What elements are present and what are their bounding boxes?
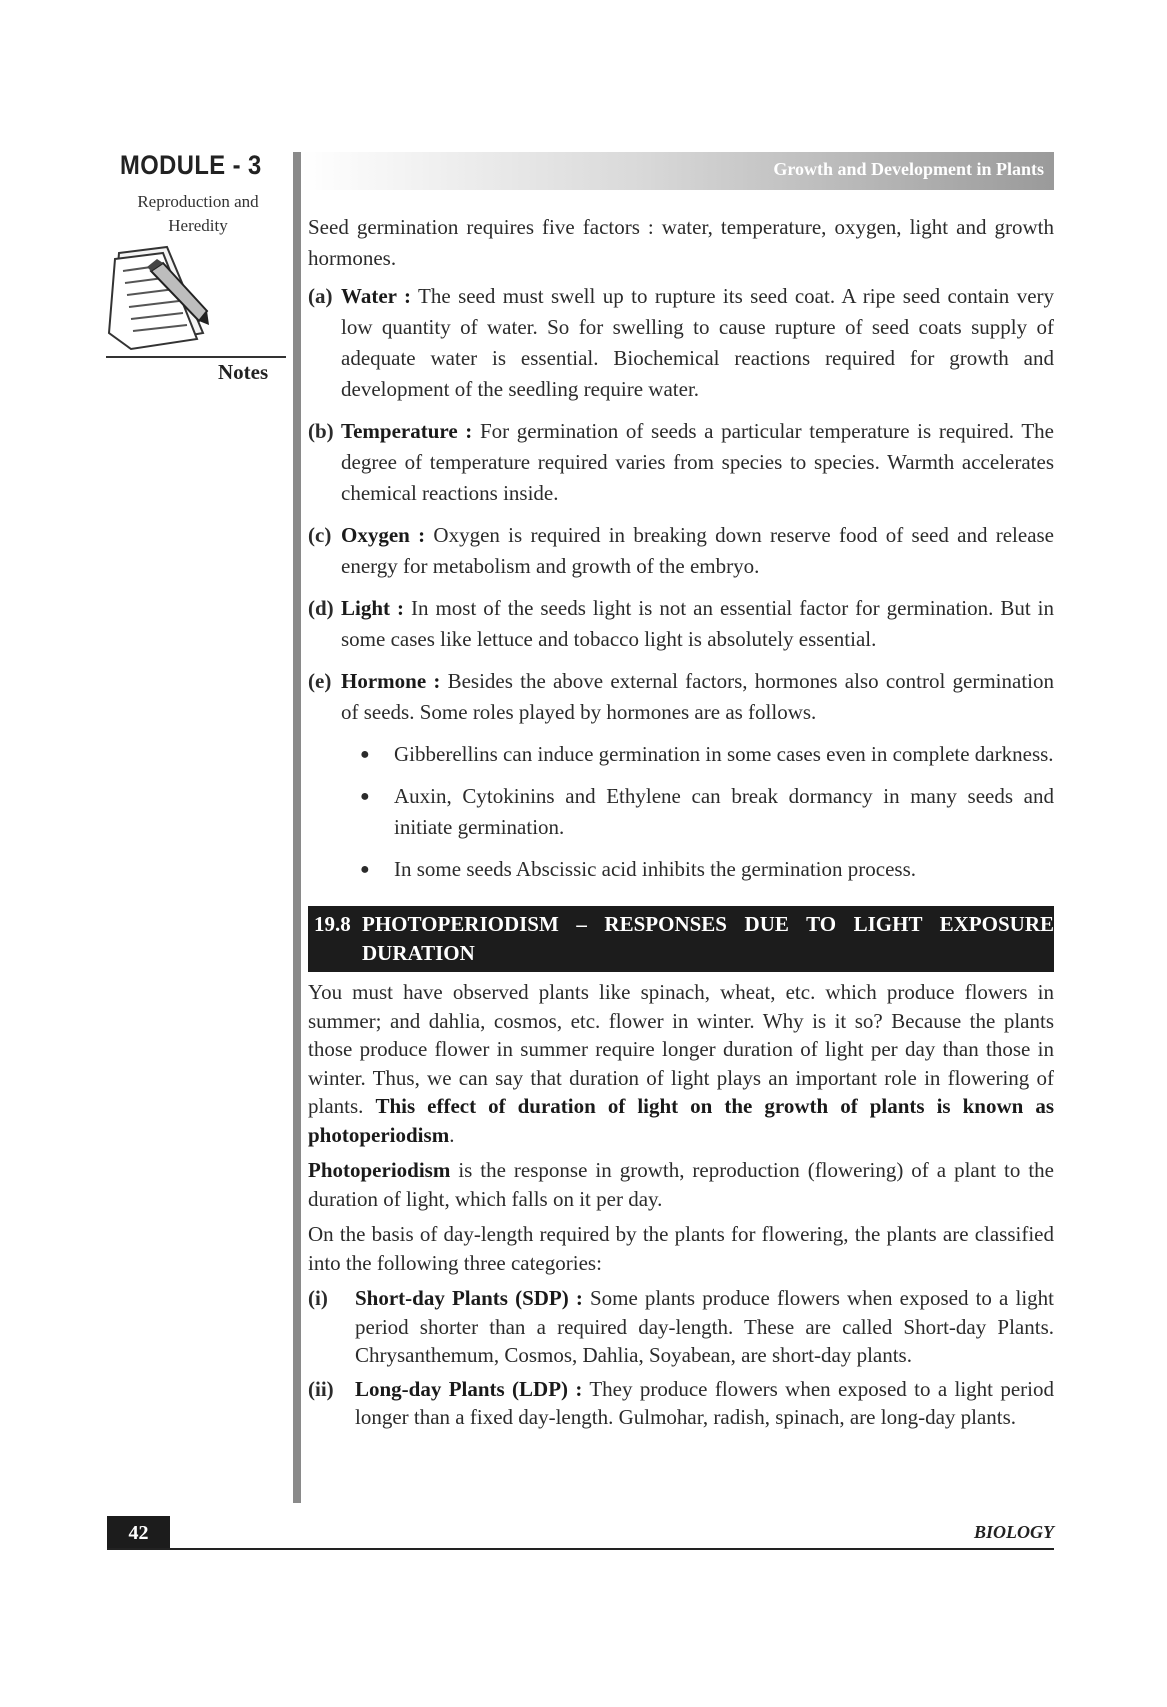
factor-item bbox=[308, 666, 1054, 728]
list-item bbox=[360, 781, 1054, 843]
section-paragraph bbox=[308, 1156, 1054, 1213]
intro-paragraph: Seed germination requires five factors : water, temperature, oxygen, light and growth hormones. bbox=[308, 215, 1054, 270]
notes-label: Notes bbox=[218, 360, 269, 384]
factor-term: Light : bbox=[341, 596, 404, 620]
chapter-title: Growth and Development in Plants bbox=[773, 159, 1044, 179]
bullet-icon: ● bbox=[360, 788, 370, 805]
section-paragraph-text: You must have observed plants like spinach, wheat, etc. which produce flowers in summer; and dahlia, cosmos, etc. flower in winter. Why is it so? Because the plants those produce flower in summer require longer duration of light per day than those in winter. Thus, we can say that duration of light plays an important role in flowering of plants. bbox=[308, 980, 1054, 1118]
bullet-icon: ● bbox=[360, 861, 370, 878]
factor-text: Oxygen is required in breaking down reserve food of seed and release energy for metabolism and growth of the embryo. bbox=[341, 523, 1055, 578]
section-title: PHOTOPERIODISM – RESPONSES DUE TO LIGHT EXPOSURE DURATION bbox=[362, 912, 1054, 965]
category-text: Some plants produce flowers when exposed to a light period shorter than a required day-length. These are called Short-day Plants. Chrysanthemum, Cosmos, Dahlia, Soyabean, are short-day plants. bbox=[355, 1286, 1054, 1367]
footer-divider bbox=[107, 1548, 1054, 1550]
list-item bbox=[360, 739, 1054, 770]
list-item bbox=[360, 854, 1054, 885]
category-term: Long-day Plants (LDP) : bbox=[355, 1376, 583, 1401]
factor-text: Besides the above external factors, hormones also control germination of seeds. Some roles played by hormones are as follows. bbox=[341, 669, 1054, 724]
list-item-text: Auxin, Cytokinins and Ethylene can break dormancy in many seeds and initiate germination. bbox=[394, 784, 1054, 839]
bullet-icon: ● bbox=[360, 746, 370, 763]
factor-item bbox=[308, 416, 1054, 509]
footer-subject: BIOLOGY bbox=[974, 1522, 1054, 1542]
section-number: 19.8 bbox=[314, 912, 351, 936]
term-bold: Photoperiodism bbox=[308, 1158, 451, 1182]
category-term: Short-day Plants (SDP) : bbox=[355, 1286, 583, 1310]
section-paragraph-end: . bbox=[449, 1122, 455, 1147]
section-paragraph: On the basis of day-length required by the plants for flowering, the plants are classified into the following three categories: bbox=[308, 1222, 1054, 1275]
list-item-text: In some seeds Abscissic acid inhibits the germination process. bbox=[394, 857, 916, 881]
factor-term: Temperature : bbox=[341, 419, 473, 443]
page-number: 42 bbox=[107, 1516, 170, 1550]
chapter-header-bar bbox=[301, 152, 1054, 190]
factor-label: (e) bbox=[308, 669, 332, 693]
section-heading bbox=[308, 906, 1054, 972]
factor-item bbox=[308, 520, 1054, 582]
module-subtitle-line-2: Heredity bbox=[168, 216, 228, 235]
factor-item bbox=[308, 281, 1054, 405]
factor-term: Water : bbox=[341, 284, 411, 308]
hormone-list bbox=[360, 739, 1054, 885]
section-paragraph-text: is the response in growth, reproduction (flowering) of a plant to the duration of light, which falls on it per day. bbox=[308, 1158, 1054, 1211]
margin-divider-bar bbox=[293, 152, 301, 1503]
module-subtitle bbox=[118, 190, 278, 238]
factor-text: The seed must swell up to rupture its seed coat. A ripe seed contain very low quantity of water. So for swelling to cause rupture of seed coats supply of adequate water is essential. Biochemical reactions required for growth and development of the seedling require water. bbox=[341, 284, 1055, 401]
category-item bbox=[308, 1375, 1054, 1432]
category-label: (i) bbox=[308, 1286, 328, 1310]
factor-label: (d) bbox=[308, 596, 334, 620]
main-content bbox=[308, 212, 1054, 1437]
factor-item bbox=[308, 593, 1054, 655]
category-item bbox=[308, 1284, 1054, 1370]
module-subtitle-line-1: Reproduction and bbox=[137, 192, 259, 211]
factor-label: (a) bbox=[308, 284, 333, 308]
factor-term: Oxygen : bbox=[341, 523, 426, 547]
factor-text: In most of the seeds light is not an essential factor for germination. But in some cases like lettuce and tobacco light is absolutely essential. bbox=[341, 596, 1054, 651]
module-title: MODULE - 3 bbox=[120, 150, 262, 180]
category-text: They produce flowers when exposed to a light period longer than a fixed day-length. Gulmohar, radish, spinach, are long-day plants. bbox=[355, 1376, 1054, 1429]
notes-divider bbox=[106, 356, 286, 358]
factor-term: Hormone : bbox=[341, 669, 441, 693]
factor-label: (b) bbox=[308, 419, 334, 443]
definition-bold: This effect of duration of light on the growth of plants is known as photoperiodism bbox=[308, 1094, 1054, 1147]
section-paragraph bbox=[308, 978, 1054, 1149]
factor-label: (c) bbox=[308, 523, 332, 547]
category-label: (ii) bbox=[308, 1376, 334, 1401]
notepad-with-pencil-icon bbox=[105, 245, 215, 353]
factor-text: For germination of seeds a particular temperature is required. The degree of temperature required varies from species to species. Warmth accelerates chemical reactions inside. bbox=[341, 419, 1054, 505]
list-item-text: Gibberellins can induce germination in some cases even in complete darkness. bbox=[394, 742, 1054, 766]
